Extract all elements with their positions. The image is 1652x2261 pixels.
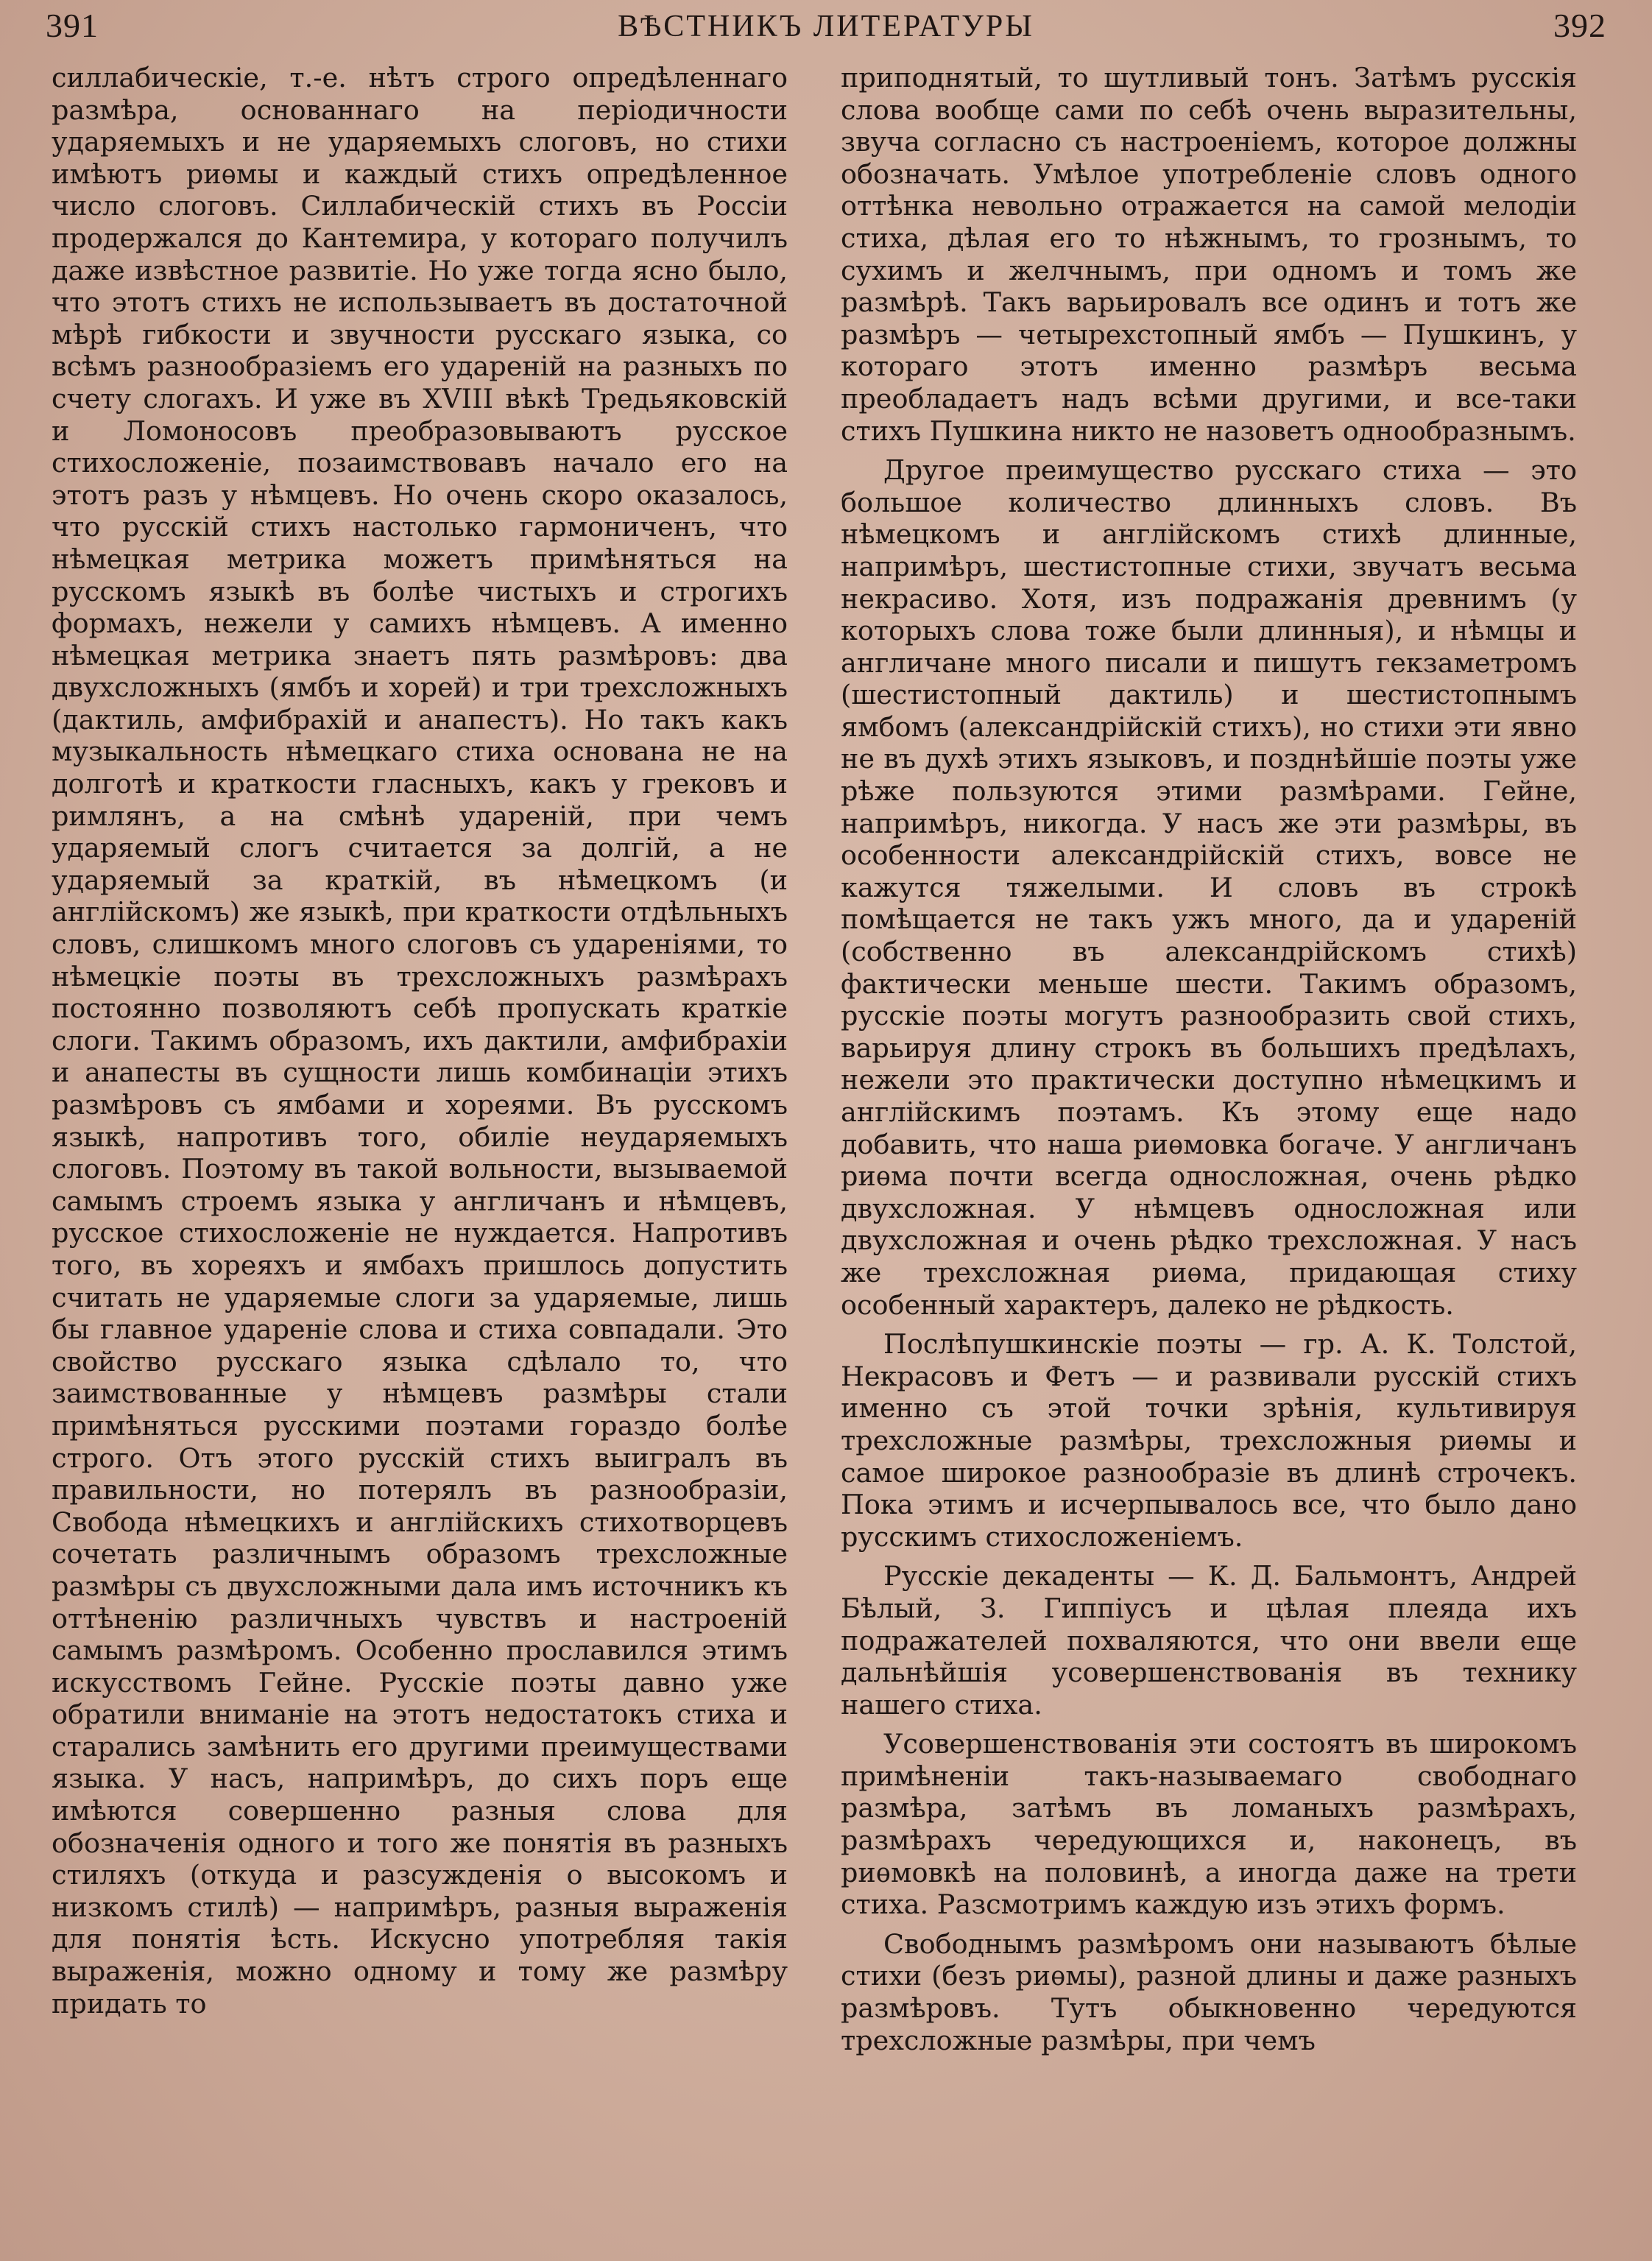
page-number-left: 391 xyxy=(46,7,99,44)
paragraph: Усовершенствованія эти состоятъ въ широкомъ примѣненіи такъ-называемаго свободнаго размѣра, затѣмъ въ ломаныхъ размѣрахъ, размѣрахъ чередующихся и, наконецъ, въ риѳмовкѣ на половинѣ, а иногда даже на трети стиха. Разсмотримъ каждую изъ этихъ формъ. xyxy=(841,1728,1577,1921)
running-header xyxy=(0,0,1652,65)
page-number-right: 392 xyxy=(1553,7,1606,44)
left-column xyxy=(52,62,788,2020)
paragraph: Свободнымъ размѣромъ они называютъ бѣлые стихи (безъ риѳмы), разной длины и даже разныхъ размѣровъ. Тутъ обыкновенно чередуются трехсложные размѣры, при чемъ xyxy=(841,1927,1577,2056)
journal-title: ВѢСТНИКЪ ЛИТЕРАТУРЫ xyxy=(618,10,1034,43)
paragraph: приподнятый, то шутливый тонъ. Затѣмъ русскія слова вообще сами по себѣ очень выразительны, звуча согласно съ настроеніемъ, которое должны обозначать. Умѣлое употребленіе словъ одного оттѣнка невольно отражается на самой мелодіи стиха, дѣлая его то нѣжнымъ, то грознымъ, то сухимъ и желчнымъ, при одномъ и томъ же размѣрѣ. Такъ варьировалъ все одинъ и тотъ же размѣръ — четырехстопный ямбъ — Пушкинъ, у котораго этотъ именно размѣръ весьма преобладаетъ надъ всѣми другими, и все-таки стихъ Пушкина никто не назоветъ однообразнымъ. xyxy=(841,62,1577,447)
paragraph: Другое преимущество русскаго стиха — это большое количество длинныхъ словъ. Въ нѣмецкомъ и англійскомъ стихѣ длинные, напримѣръ, шестистопные стихи, звучатъ весьма некрасиво. Хотя, изъ подражанія древнимъ (у которыхъ слова тоже были длинныя), и нѣмцы и англичане много писали и пишутъ гекзаметромъ (шестистопный дактиль) и шестистопнымъ ямбомъ (александрійскій стихъ), но стихи эти явно не въ духѣ этихъ языковъ, и позднѣйшіе поэты уже рѣже пользуются этими размѣрами. Гейне, напримѣръ, никогда. У насъ же эти размѣры, въ особенности александрійскій стихъ, вовсе не кажутся тяжелыми. И словъ въ строкѣ помѣщается не такъ ужъ много, да и удареній (собственно въ александрійскомъ стихѣ) фактически меньше шести. Такимъ образомъ, русскіе поэты могутъ разнообразить свой стихъ, варьируя длину строкъ въ большихъ предѣлахъ, нежели это практически доступно нѣмецкимъ и англійскимъ поэтамъ. Къ этому еще надо добавить, что наша риѳмовка богаче. У англичанъ риѳма почти всегда односложная, очень рѣдко двухсложная. У нѣмцевъ односложная или двухсложная и очень рѣдко трехсложная. У насъ же трехсложная риѳма, придающая стиху особенный характеръ, далеко не рѣдкость. xyxy=(841,454,1577,1321)
paragraph: силлабическіе, т.-е. нѣтъ строго опредѣленнаго размѣра, основаннаго на періодичности ударяемыхъ и не ударяемыхъ слоговъ, но стихи имѣютъ риѳмы и каждый стихъ опредѣленное число слоговъ. Силлабическій стихъ въ Россіи продержался до Кантемира, у котораго получилъ даже извѣстное развитіе. Но уже тогда ясно было, что этотъ стихъ не использываетъ въ достаточной мѣрѣ гибкости и звучности русскаго языка, со всѣмъ разнообразіемъ его удареній на разныхъ по счету слогахъ. И уже въ XVIII вѣкѣ Тредьяковскій и Ломоносовъ преобразовываютъ русское стихосложеніе, позаимствовавъ начало его на этотъ разъ у нѣмцевъ. Но очень скоро оказалось, что русскій стихъ настолько гармониченъ, что нѣмецкая метрика можетъ примѣняться на русскомъ языкѣ въ болѣе чистыхъ и строгихъ формахъ, нежели у самихъ нѣмцевъ. А именно нѣмецкая метрика знаетъ пять размѣровъ: два двухсложныхъ (ямбъ и хорей) и три трехсложныхъ (дактиль, амфибрахій и анапестъ). Но такъ какъ музыкальность нѣмецкаго стиха основана не на долготѣ и краткости гласныхъ, какъ у грековъ и римлянъ, а на смѣнѣ удареній, при чемъ ударяемый слогъ считается за долгій, а не ударяемый за краткій, въ нѣмецкомъ (и англійскомъ) же языкѣ, при краткости отдѣльныхъ словъ, слишкомъ много слоговъ съ удареніями, то нѣмецкіе поэты въ трехсложныхъ размѣрахъ постоянно позволяютъ себѣ пропускать краткіе слоги. Такимъ образомъ, ихъ дактили, амфибрахіи и анапесты въ сущности лишь комбинаціи этихъ размѣровъ съ ямбами и хореями. Въ русскомъ языкѣ, напротивъ того, обиліе неударяемыхъ слоговъ. Поэтому въ такой вольности, вызываемой самымъ строемъ языка у англичанъ и нѣмцевъ, русское стихосложеніе не нуждается. Напротивъ того, въ хореяхъ и ямбахъ пришлось допустить считать не ударяемые слоги за ударяемые, лишь бы главное удареніе слова и стиха совпадали. Это свойство русскаго языка сдѣлало то, что заимствованные у нѣмцевъ размѣры стали примѣняться русскими поэтами гораздо болѣе строго. Отъ этого русскій стихъ выигралъ въ правильности, но потерялъ въ разнообразіи, Свобода нѣмецкихъ и англійскихъ стихотворцевъ сочетать различнымъ образомъ трехсложные размѣры съ двухсложными дала имъ источникъ къ оттѣненію различныхъ чувствъ и настроеній самымъ размѣромъ. Особенно прославился этимъ искусствомъ Гейне. Русскіе поэты давно уже обратили вниманіе на этотъ недостатокъ стиха и старались замѣнить его другими преимуществами языка. У насъ, напримѣръ, до сихъ поръ еще имѣются совершенно разныя слова для обозначенія одного и того же понятія въ разныхъ стиляхъ (откуда и разсужденія о высокомъ и низкомъ стилѣ) — напримѣръ, разныя выраженія для понятія ѣсть. Искусно употребляя такія выраженія, можно одному и тому же размѣру придать то xyxy=(52,62,788,2020)
right-column xyxy=(841,62,1577,2056)
paragraph: Русскіе декаденты — К. Д. Бальмонтъ, Андрей Бѣлый, З. Гиппіусъ и цѣлая плеяда ихъ подражателей похваляются, что они ввели еще дальнѣйшія усовершенствованія въ технику нашего стиха. xyxy=(841,1560,1577,1721)
paragraph: Послѣпушкинскіе поэты — гр. А. К. Толстой, Некрасовъ и Фетъ — и развивали русскій стихъ именно съ этой точки зрѣнія, культивируя трехсложные размѣры, трехсложныя риѳмы и самое широкое разнообразіе въ длинѣ строчекъ. Пока этимъ и исчерпывалось все, что было дано русскимъ стихосложеніемъ. xyxy=(841,1328,1577,1553)
